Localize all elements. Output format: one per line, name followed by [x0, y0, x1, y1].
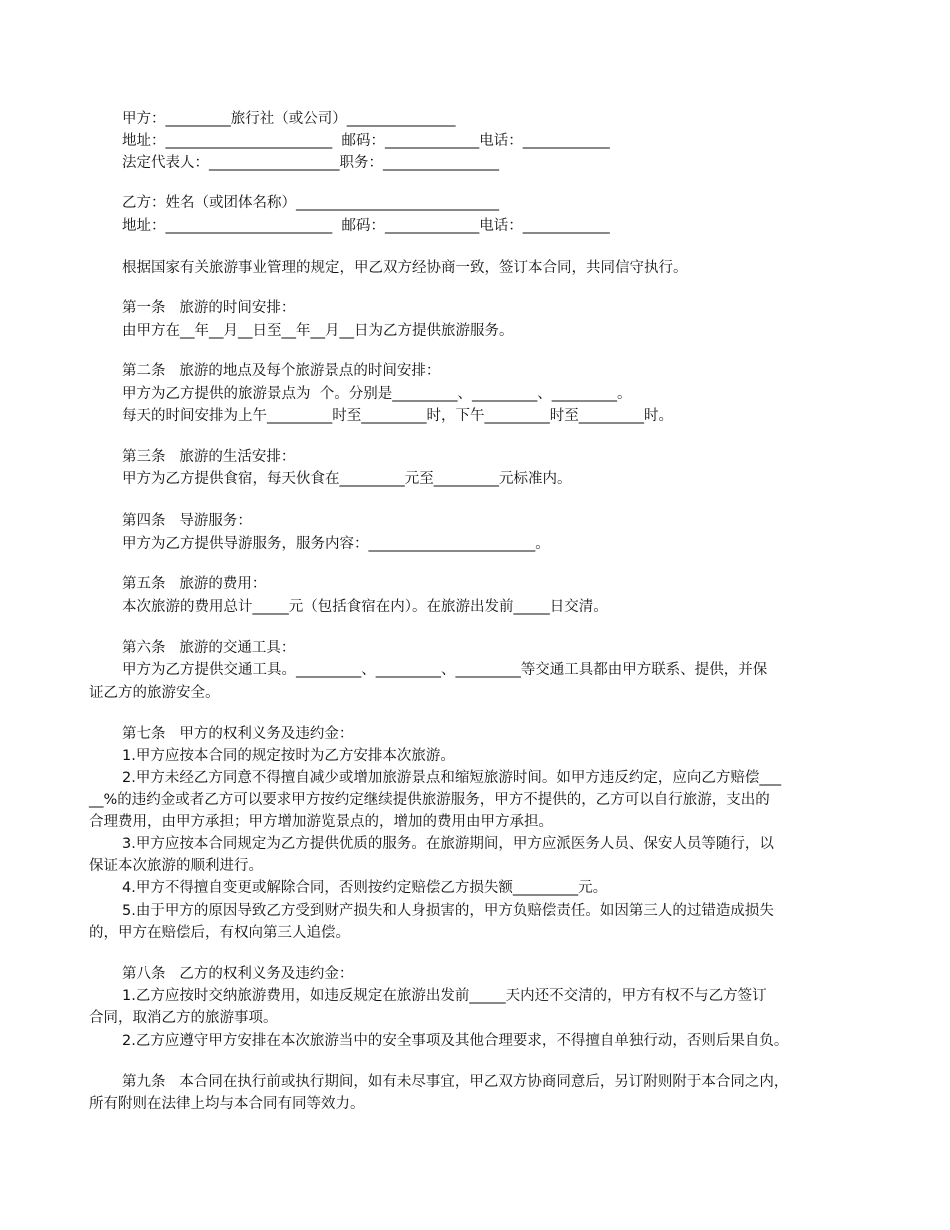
party-a-address-line: 地址：_______________________ 邮码：_____________电话：____________	[122, 133, 610, 149]
article-6-text: 甲方为乙方提供交通工具。_________、_________、_________等交通工具都由甲方联系、提供，并保	[122, 662, 768, 678]
article-6-heading: 第六条 旅游的交通工具：	[122, 640, 296, 656]
article-6-text: 证乙方的旅游安全。	[89, 685, 220, 701]
article-2-text: 甲方为乙方提供的旅游景点为 个。分别是_________、_________、_________。	[122, 386, 632, 402]
article-2-text: 每天的时间安排为上午_________时至_________时，下午_________时至_________时。	[122, 408, 673, 424]
article-2-heading: 第二条 旅游的地点及每个旅游景点的时间安排：	[122, 363, 441, 379]
article-7-clause: 4.甲方不得擅自变更或解除合同，否则按约定赔偿乙方损失额_________元。	[122, 880, 608, 896]
article-4-text: 甲方为乙方提供导游服务，服务内容：_______________________。	[122, 536, 550, 552]
article-9-text: 所有附则在法律上均与本合同有同等效力。	[89, 1096, 365, 1112]
article-3-text: 甲方为乙方提供食宿，每天伙食在_________元至_________元标准内。	[122, 471, 572, 487]
party-b-address-line: 地址：_______________________ 邮码：_____________电话：____________	[122, 218, 610, 234]
article-7-clause: 保证本次旅游的顺利进行。	[89, 858, 263, 874]
article-7-clause: 的，甲方在赔偿后，有权向第三人追偿。	[89, 925, 350, 941]
article-7-clause: __%的违约金或者乙方可以要求甲方按约定继续提供旅游服务，甲方不提供的，乙方可以自行旅游，支出的	[89, 792, 770, 808]
article-8-heading: 第八条 乙方的权利义务及违约金：	[122, 966, 354, 982]
party-a-representative-line: 法定代表人：__________________职务：________________	[122, 155, 499, 171]
article-8-clause: 1.乙方应按时交纳旅游费用，如违反规定在旅游出发前_____天内还不交清的，甲方有权不与乙方签订	[122, 988, 767, 1004]
article-7-clause: 合理费用，由甲方承担；甲方增加游览景点的，增加的费用由甲方承担。	[89, 814, 553, 830]
article-7-clause: 3.甲方应按本合同规定为乙方提供优质的服务。在旅游期间，甲方应派医务人员、保安人员等随行，以	[122, 836, 774, 852]
article-3-heading: 第三条 旅游的生活安排：	[122, 449, 296, 465]
article-7-clause: 1.甲方应按本合同的规定按时为乙方安排本次旅游。	[122, 748, 455, 764]
article-5-heading: 第五条 旅游的费用：	[122, 576, 267, 592]
article-8-clause: 合同，取消乙方的旅游事项。	[89, 1010, 278, 1026]
article-7-clause: 5.由于甲方的原因导致乙方受到财产损失和人身损害的，甲方负赔偿责任。如因第三人的过错造成损失	[122, 903, 774, 919]
article-5-text: 本次旅游的费用总计_____元（包括食宿在内）。在旅游出发前_____日交清。	[122, 599, 608, 615]
article-9-text: 第九条 本合同在执行前或执行期间，如有未尽事宜，甲乙双方协商同意后，另订附则附于本合同之内，	[122, 1074, 789, 1090]
article-7-clause: 2.甲方未经乙方同意不得擅自减少或增加旅游景点和缩短旅游时间。如甲方违反约定，应向乙方赔偿___	[122, 770, 782, 786]
article-7-heading: 第七条 甲方的权利义务及违约金：	[122, 726, 354, 742]
article-1-heading: 第一条 旅游的时间安排：	[122, 300, 296, 316]
party-b-name-line: 乙方：姓名（或团体名称）____________________________	[122, 195, 499, 211]
party-a-name-line: 甲方：_________旅行社（或公司）_______________	[122, 111, 456, 127]
preamble: 根据国家有关旅游事业管理的规定，甲乙双方经协商一致，签订本合同，共同信守执行。	[122, 260, 688, 276]
article-1-text: 由甲方在__年__月__日至__年__月__日为乙方提供旅游服务。	[122, 323, 514, 339]
article-8-clause: 2.乙方应遵守甲方安排在本次旅游当中的安全事项及其他合理要求，不得擅自单独行动，否则后果自负。	[122, 1033, 789, 1049]
article-4-heading: 第四条 导游服务：	[122, 513, 252, 529]
